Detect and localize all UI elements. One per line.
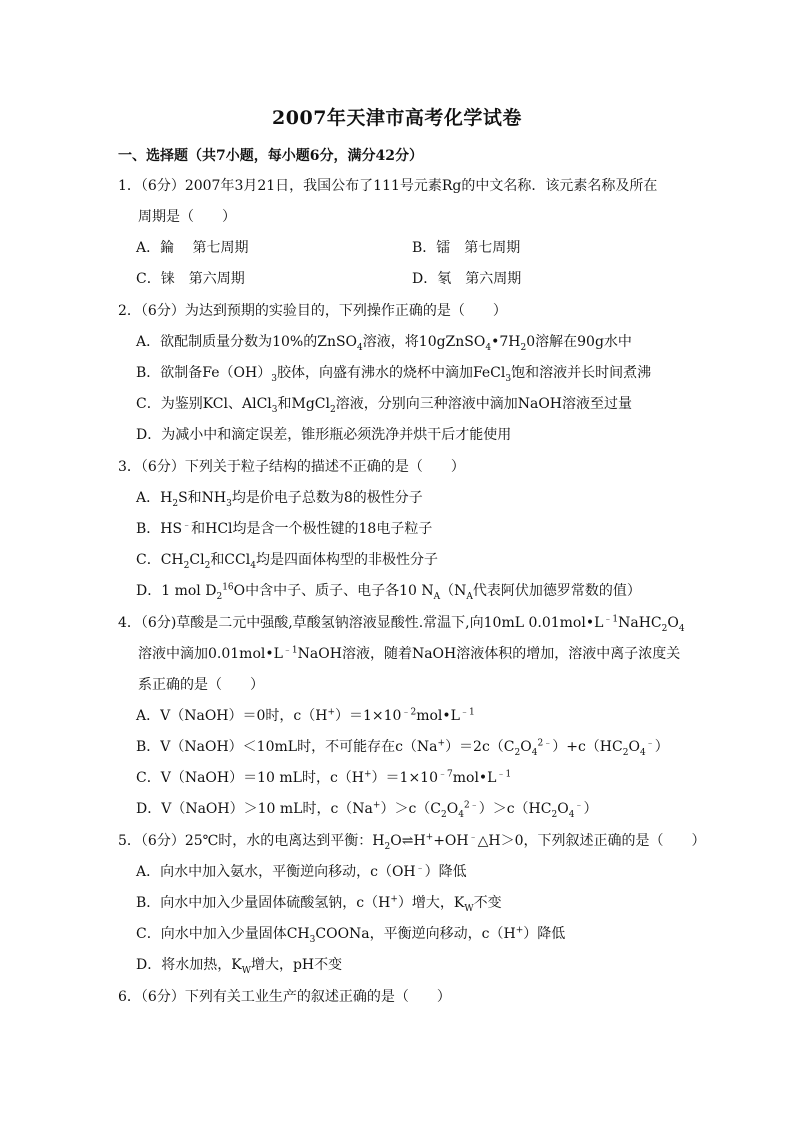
q1-stem: 1．（6分）2007年3月21日，我国公布了111号元素Rg的中文名称．该元素名称及所在 bbox=[118, 178, 658, 194]
q3-stem: 3．（6分）下列关于粒子结构的描述不正确的是（ ） bbox=[118, 459, 465, 475]
q6-stem: 6．（6分）下列有关工业生产的叙述正确的是（ ） bbox=[118, 989, 451, 1005]
q2-option-d: D．为减小中和滴定误差，锥形瓶必须洗净并烘干后才能使用 bbox=[136, 427, 512, 443]
q3-option-d: D．1 mol $D_2^{16}O$中含中子、质子、电子各10 $N_A(N_A$代表阿伏加德罗常数的值） bbox=[136, 582, 641, 602]
q2-stem: 2．（6分）为达到预期的实验目的，下列操作正确的是（ ） bbox=[118, 303, 507, 319]
q4-option-c: C．V（NaOH）＝10 mL时，$c(H^+)=1\times 10^{﹣7}mol•L^{﹣1}$ bbox=[136, 769, 512, 786]
q1-option-c: C．铼 第六周期 bbox=[136, 271, 245, 287]
q4-option-d: D．V（NaOH）＞10 mL时，$c(Na^+)>c(C_2O_4^{2﹣})>c(HC_2O_4^﹣)$ bbox=[136, 800, 598, 820]
q3-option-c: C．$CH_2Cl_2$和CCl$_4$均是四面体构型的非极性分子 bbox=[136, 552, 438, 571]
q3-option-b: B．HS﹣和HCl均是含一个极性键的18电子粒子 bbox=[136, 520, 433, 537]
q2-option-c: C．为鉴别KCl、AlCl$_3$和MgCl$_2$溶液，分别向三种溶液中滴加NaOH溶液至过量 bbox=[136, 396, 633, 415]
q1-option-d: D．氡 第六周期 bbox=[412, 271, 522, 287]
q5-option-a: A．向水中加入氨水，平衡逆向移动，c（OH﹣）降低 bbox=[136, 863, 467, 880]
q4-stem-cont-2: 系正确的是（ ） bbox=[138, 677, 264, 693]
q5-option-c: C．向水中加入少量固体$CH_3COONa$，平衡逆向移动，c（H+）降低 bbox=[136, 925, 566, 945]
q4-option-a: A．V（NaOH）＝0时，$c(H^+)=1\times 10^{﹣2}mol•L^{﹣1}$ bbox=[136, 707, 475, 724]
q4-stem-cont: 溶液中滴加$0.01mol•L^{﹣1}NaOH$溶液，随着NaOH溶液体积的增加，溶液中离子浓度关 bbox=[138, 645, 681, 662]
q4-option-b: B．V（NaOH）＜10mL时，不可能存在$c(Na^+)=2c(C_2O_4^{2﹣})+c(HC_2O_4^﹣)$ bbox=[136, 738, 669, 758]
page-title: 2007年天津市高考化学试卷 bbox=[272, 107, 522, 129]
q1-option-a: A．錀 第七周期 bbox=[136, 240, 249, 256]
q5-option-d: D．将水加热，$K_W$增大，pH不变 bbox=[136, 957, 343, 976]
q5-option-b: B．向水中加入少量固体硫酸氢钠，c（H+）增大，$K_W$不变 bbox=[136, 894, 502, 914]
q4-stem: 4．（6分)草酸是二元中强酸,草酸氢钠溶液显酸性.常温下,向10mL $0.01mol•L^{﹣1}NaHC_2O_4$ bbox=[118, 614, 685, 634]
q2-option-a: A．欲配制质量分数为10%的ZnSO$_4$溶液，将$10gZnSO_4•7H_20$溶解在90g水中 bbox=[136, 334, 632, 353]
q1-option-b: B．镭 第七周期 bbox=[412, 240, 521, 256]
q3-option-a: A．$H_2S$和$NH_3$均是价电子总数为8的极性分子 bbox=[136, 490, 423, 509]
section-heading: 一、选择题（共7小题，每小题6分，满分42分） bbox=[118, 148, 423, 164]
q5-stem: 5．（6分）25℃时，水的电离达到平衡：$H_2O\rightleftharpoons H^++OH^﹣\triangle H>0$，下列叙述正确的是（ ） bbox=[118, 832, 706, 852]
q1-stem-cont: 周期是（ ） bbox=[138, 209, 236, 225]
q2-option-b: B．欲制备$Fe(OH)_3$胶体，向盛有沸水的烧杯中滴加FeCl$_3$饱和溶液并长时间煮沸 bbox=[136, 365, 652, 384]
